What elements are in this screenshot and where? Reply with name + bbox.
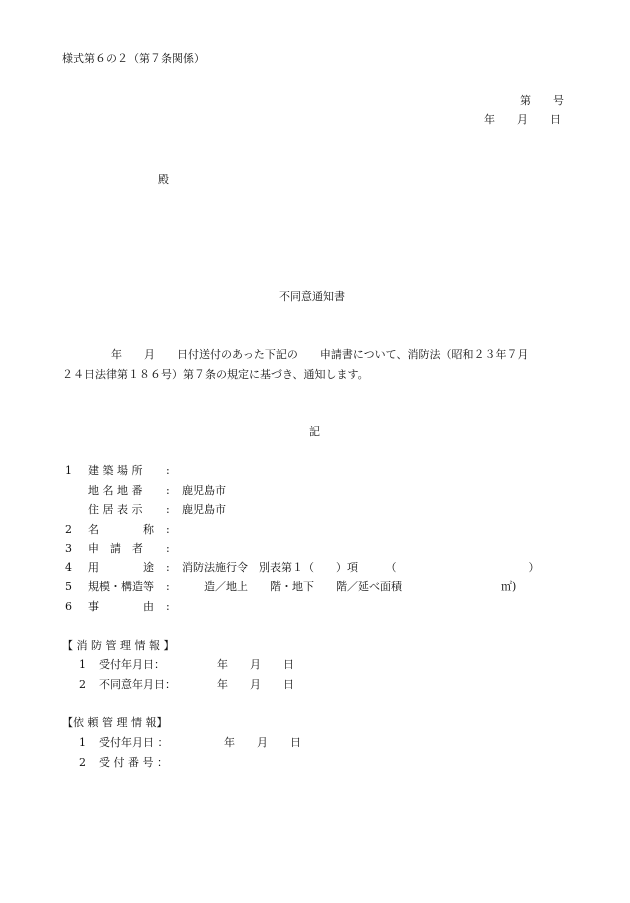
item-label-reason: 事 由: [88, 600, 154, 613]
item-label-lot: 地 名 地 番: [88, 484, 143, 497]
request-info-receipt-date: 年 月 日: [224, 736, 301, 749]
fire-info-row-number: 2: [79, 678, 86, 691]
request-info-row-number: 2: [79, 756, 86, 769]
request-info-receipt-label: 受付年月日 ：: [99, 736, 169, 749]
issue-date: 年 月 日: [484, 113, 561, 126]
addressee-suffix: 殿: [158, 173, 169, 186]
request-info-number-label: 受 付 番 号 ：: [99, 756, 168, 769]
item-number: 1: [65, 464, 72, 477]
item-number: 5: [65, 580, 72, 593]
document-number: 第 号: [520, 94, 564, 107]
item-label-site: 建 築 場 所: [88, 464, 143, 477]
fire-info-receipt-label: 受付年月日：: [99, 658, 165, 671]
item-label-address: 住 居 表 示: [88, 503, 143, 516]
fire-info-nonconsent-label: 不同意年月日：: [99, 678, 176, 691]
item-colon: :: [166, 523, 170, 536]
item-colon: :: [166, 600, 170, 613]
item-value-use: 消防法施行令 別表第１（ ）項 （ ）: [182, 561, 540, 574]
fire-info-heading: 【 消 防 管 理 情 報 】: [62, 639, 175, 652]
item-colon: :: [166, 503, 170, 516]
item-number: 2: [65, 523, 72, 536]
body-line-1: 年 月 日付送付のあった下記の 申請書について、消防法（昭和２３年７月: [111, 348, 529, 361]
item-colon: :: [166, 484, 170, 497]
item-value-scale: 造／地上 階・地下 階／延べ面積 ㎡): [182, 580, 517, 593]
item-colon: :: [166, 580, 170, 593]
item-label-name: 名 称: [88, 523, 154, 536]
item-colon: :: [166, 464, 170, 477]
fire-info-nonconsent-date: 年 月 日: [217, 678, 294, 691]
request-info-heading: 【依 頼 管 理 情 報】: [62, 716, 168, 729]
fire-info-receipt-date: 年 月 日: [217, 658, 294, 671]
item-colon: :: [166, 542, 170, 555]
request-info-row-number: 1: [79, 736, 86, 749]
item-label-applicant: 申 請 者: [88, 542, 143, 555]
item-number: 3: [65, 542, 72, 555]
item-label-scale: 規模・構造等: [88, 580, 154, 593]
body-line-2: ２４日法律第１８６号）第７条の規定に基づき、通知します。: [62, 368, 369, 381]
ki-heading: 記: [309, 425, 320, 438]
item-number: 4: [65, 561, 72, 574]
item-number: 6: [65, 600, 72, 613]
item-value-lot: 鹿児島市: [182, 484, 226, 497]
item-label-use: 用 途: [88, 561, 154, 574]
form-label: 様式第６の２（第７条関係）: [62, 52, 205, 65]
document-title: 不同意通知書: [279, 290, 345, 303]
fire-info-row-number: 1: [79, 658, 86, 671]
item-value-address: 鹿児島市: [182, 503, 226, 516]
item-colon: :: [166, 561, 170, 574]
